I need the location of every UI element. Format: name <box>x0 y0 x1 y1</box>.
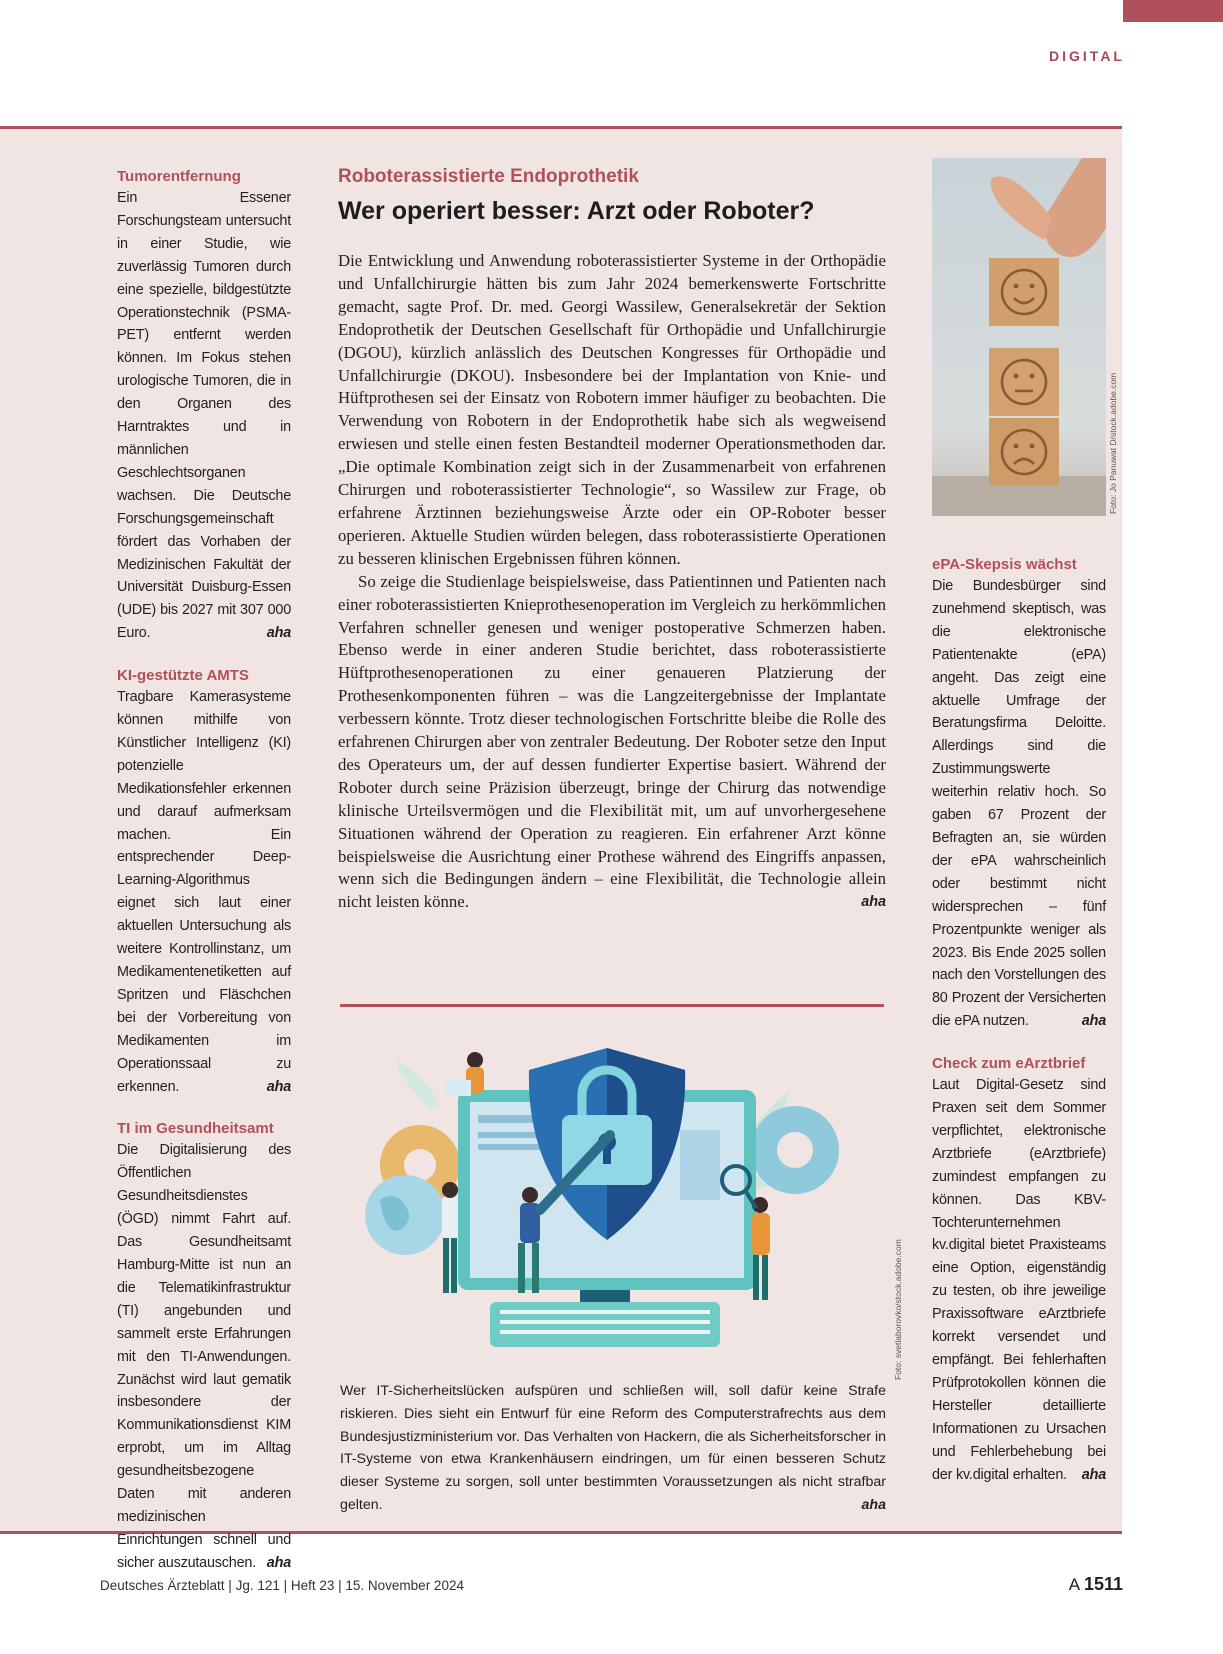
news-text: Tragbare Kamerasysteme können mithilfe von Künstlicher Intelligenz (KI) potenzielle Medikationsfehler erkennen und darauf aufmerksam machen. Ein entsprechender Deep-Learning-Algorithmus eignet sich laut einer aktuellen Untersuchung als weitere Kontrollinstanz, um Medikamentenetiketten auf Spritzen und Fläschchen bei der Vorbereitung von Medikamenten im Operationssaal zu erkennen. <box>117 689 291 1095</box>
photo-credit: Foto: svetlaborovko/stock.adobe.com <box>893 1239 903 1380</box>
news-title: ePA-Skepsis wächst <box>932 556 1077 573</box>
article-kicker: Roboterassistierte Endoprothetik <box>338 166 639 187</box>
news-text: Laut Digital-Gesetz sind Praxen seit dem Sommer verpflichtet, elektronische Arztbriefe (eArztbriefe) zumindest empfangen zu können. Das KBV-Tochterunternehmen kv.digital bietet Praxisteams eine Option, eigenständig zu testen, ob ihre jeweilige Praxissoftware eArztbriefe korrekt versendet und empfängt. Bei fehlerhaften Prüfprotokollen können die Hersteller detaillierte Informationen zu Ursachen und Fehlerbehebung bei der kv.digital erhalten. <box>932 1077 1106 1483</box>
news-title: Tumorentfernung <box>117 168 241 185</box>
news-item-tumorentfernung <box>117 166 291 645</box>
page-number: A 1511 <box>1068 1574 1123 1594</box>
right-news-column <box>932 554 1106 1486</box>
news-text: Die Digitalisierung des Öffentlichen Gesundheitsdienstes (ÖGD) nimmt Fahrt auf. Das Gesundheitsamt Hamburg-Mitte ist nun an die Telematikinfrastruktur (TI) angebunden und sammelt erste Erfahrungen mit den TI-Anwendungen. Zunächst wird laut gematik insbesondere der Kommunikationsdienst KIM erprobt, um im Alltag gesundheitsbezogene Daten mit anderen medizinischen Einrichtungen schnell und sicher auszutauschen. <box>117 1142 291 1571</box>
section-label: DIGITAL <box>1049 48 1125 64</box>
author-signature: aha <box>1081 1013 1106 1030</box>
illustration-caption <box>340 1380 886 1517</box>
corner-accent-tab <box>1123 0 1223 22</box>
caption-text: Wer IT-Sicherheitslücken aufspüren und schließen will, soll dafür keine Strafe riskieren. Dies sieht ein Entwurf für eine Reform des Computerstrafrechts aus dem Bundesjustizministerium vor. Das Verhalten von Hackern, die als Sicherheitsforscher in IT-Systeme von etwa Krankenhäusern eindringen, um für einen besseren Schutz dieser Systeme zu sorgen, soll unter bestimmten Voraussetzungen als nicht strafbar gelten. <box>340 1383 886 1513</box>
news-item-epa-skepsis <box>932 554 1106 1033</box>
news-item-ti-gesundheitsamt <box>117 1118 291 1574</box>
news-title: Check zum eArztbrief <box>932 1055 1086 1073</box>
news-title: TI im Gesundheitsamt <box>117 1120 274 1138</box>
feedback-blocks-photo <box>932 158 1106 516</box>
author-signature: aha <box>266 625 291 642</box>
photo-credit: Foto: Jo Panuwat D/stock.adobe.com <box>1108 372 1118 514</box>
news-item-ki-amts <box>117 665 291 1098</box>
news-title: KI-gestützte AMTS <box>117 667 249 685</box>
author-signature: aha <box>266 1554 291 1571</box>
cybersecurity-illustration <box>340 1040 888 1360</box>
article-body <box>338 250 886 914</box>
article-paragraph: So zeige die Studienlage beispielsweise, dass Patientinnen und Patienten nach einer roboterassistierten Knieprothesenoperation im Vergleich zu herkömmlichen Verfahren schneller genesen und weniger postoperative Schmerzen haben. Ebenso werde in einer anderen Studie berichtet, dass roboterassistierte Hüftprothesenoperationen zu einer genaueren Platzierung der Prothesenkomponenten führen – was die Langzeitergebnisse der Implantate verbessern könnte. Trotz dieser technologischen Fortschritte bleibe die Rolle des erfahrenen Chirurgen aber von zentraler Bedeutung. Der Roboter setze den Input des Operateurs um, der auf dessen fundierter Expertise basiert. Während der Roboter durch seine Präzision überzeugt, bringe der Chirurg das notwendige klinische Urteilsvermögen und die Flexibilität mit, um auf unvorhergesehene Situationen während der Operation zu reagieren. Ein erfahrener Arzt könne beispielsweise die Ausrichtung einer Prothese während des Eingriffs anpassen, wenn sich die Bedingungen ändern – eine Flexibilität, die Technologie allein nicht leisten könne. <box>338 571 886 912</box>
author-signature: aha <box>861 894 886 911</box>
news-text: Ein Essener Forschungsteam untersucht in einer Studie, wie zuverlässig Tumoren durch eine spezielle, bildgestützte Operationstechnik (PSMA-PET) entfernt werden können. Im Fokus stehen urologische Tumoren, die in den Organen des Harntraktes und in männlichen Geschlechtsorganen wachsen. Die Deutsche Forschungsgemeinschaft fördert das Vorhaben der Medizinischen Fakultät der Universität Duisburg-Essen (UDE) bis 2027 mit 307 000 Euro. <box>117 190 291 642</box>
journal-citation: Deutsches Ärzteblatt | Jg. 121 | Heft 23 | 15. November 2024 <box>100 1578 464 1593</box>
news-item-earztbrief <box>932 1053 1106 1486</box>
author-signature: aha <box>861 1496 886 1513</box>
article-divider <box>340 1004 884 1007</box>
main-article <box>338 164 886 914</box>
author-signature: aha <box>266 1078 291 1095</box>
news-text: Die Bundesbürger sind zunehmend skeptisch, was die elektronische Patientenakte (ePA) angeht. Das zeigt eine aktuelle Umfrage der Beratungsfirma Deloitte. Allerdings sind die Zustimmungswerte weiterhin relativ hoch. So gaben 67 Prozent der Befragten an, sie würden der ePA wahrscheinlich oder bestimmt nicht widersprechen – fünf Prozentpunkte weniger als 2023. Bis Ende 2025 sollen nach den Vorstellungen des 80 Prozent der Versicherten die ePA nutzen. <box>932 578 1106 1030</box>
left-news-column <box>117 166 291 1575</box>
article-headline: Wer operiert besser: Arzt oder Roboter? <box>338 197 815 225</box>
article-paragraph: Die Entwicklung und Anwendung roboterassistierter Systeme in der Orthopädie und Unfallchirurgie hätten bis zum Jahr 2024 bemerkenswerte Fortschritte gemacht, sagte Prof. Dr. med. Georgi Wassilew, Generalsekretär der Sektion Endoprothetik der Deutschen Gesellschaft für Orthopädie und Unfallchirurgie (DGOU), kürzlich anlässlich des Deutschen Kongresses für Orthopädie und Unfallchirurgie (DKOU). Insbesondere bei der Implantation von Knie- und Hüftprothesen sei der Einsatz von Robotern immer häufiger zu beobachten. Die Verwendung von Robotern in der Endoprothetik habe sich als wegweisend erwiesen und stelle einen festen Bestandteil moderner Operationsmethoden dar. „Die optimale Kombination zeigt sich in der Zusammenarbeit von erfahrenen Chirurgen und roboterassistierter Technologie“, so Wassilew zur Frage, ob erfahrene Ärztinnen beziehungsweise Ärzte oder ein OP-Roboter besser operieren. Aktuelle Studien würden belegen, dass roboterassistierte Operationen zu besseren klinischen Ergebnissen führen können. <box>338 251 886 568</box>
author-signature: aha <box>1081 1466 1106 1483</box>
